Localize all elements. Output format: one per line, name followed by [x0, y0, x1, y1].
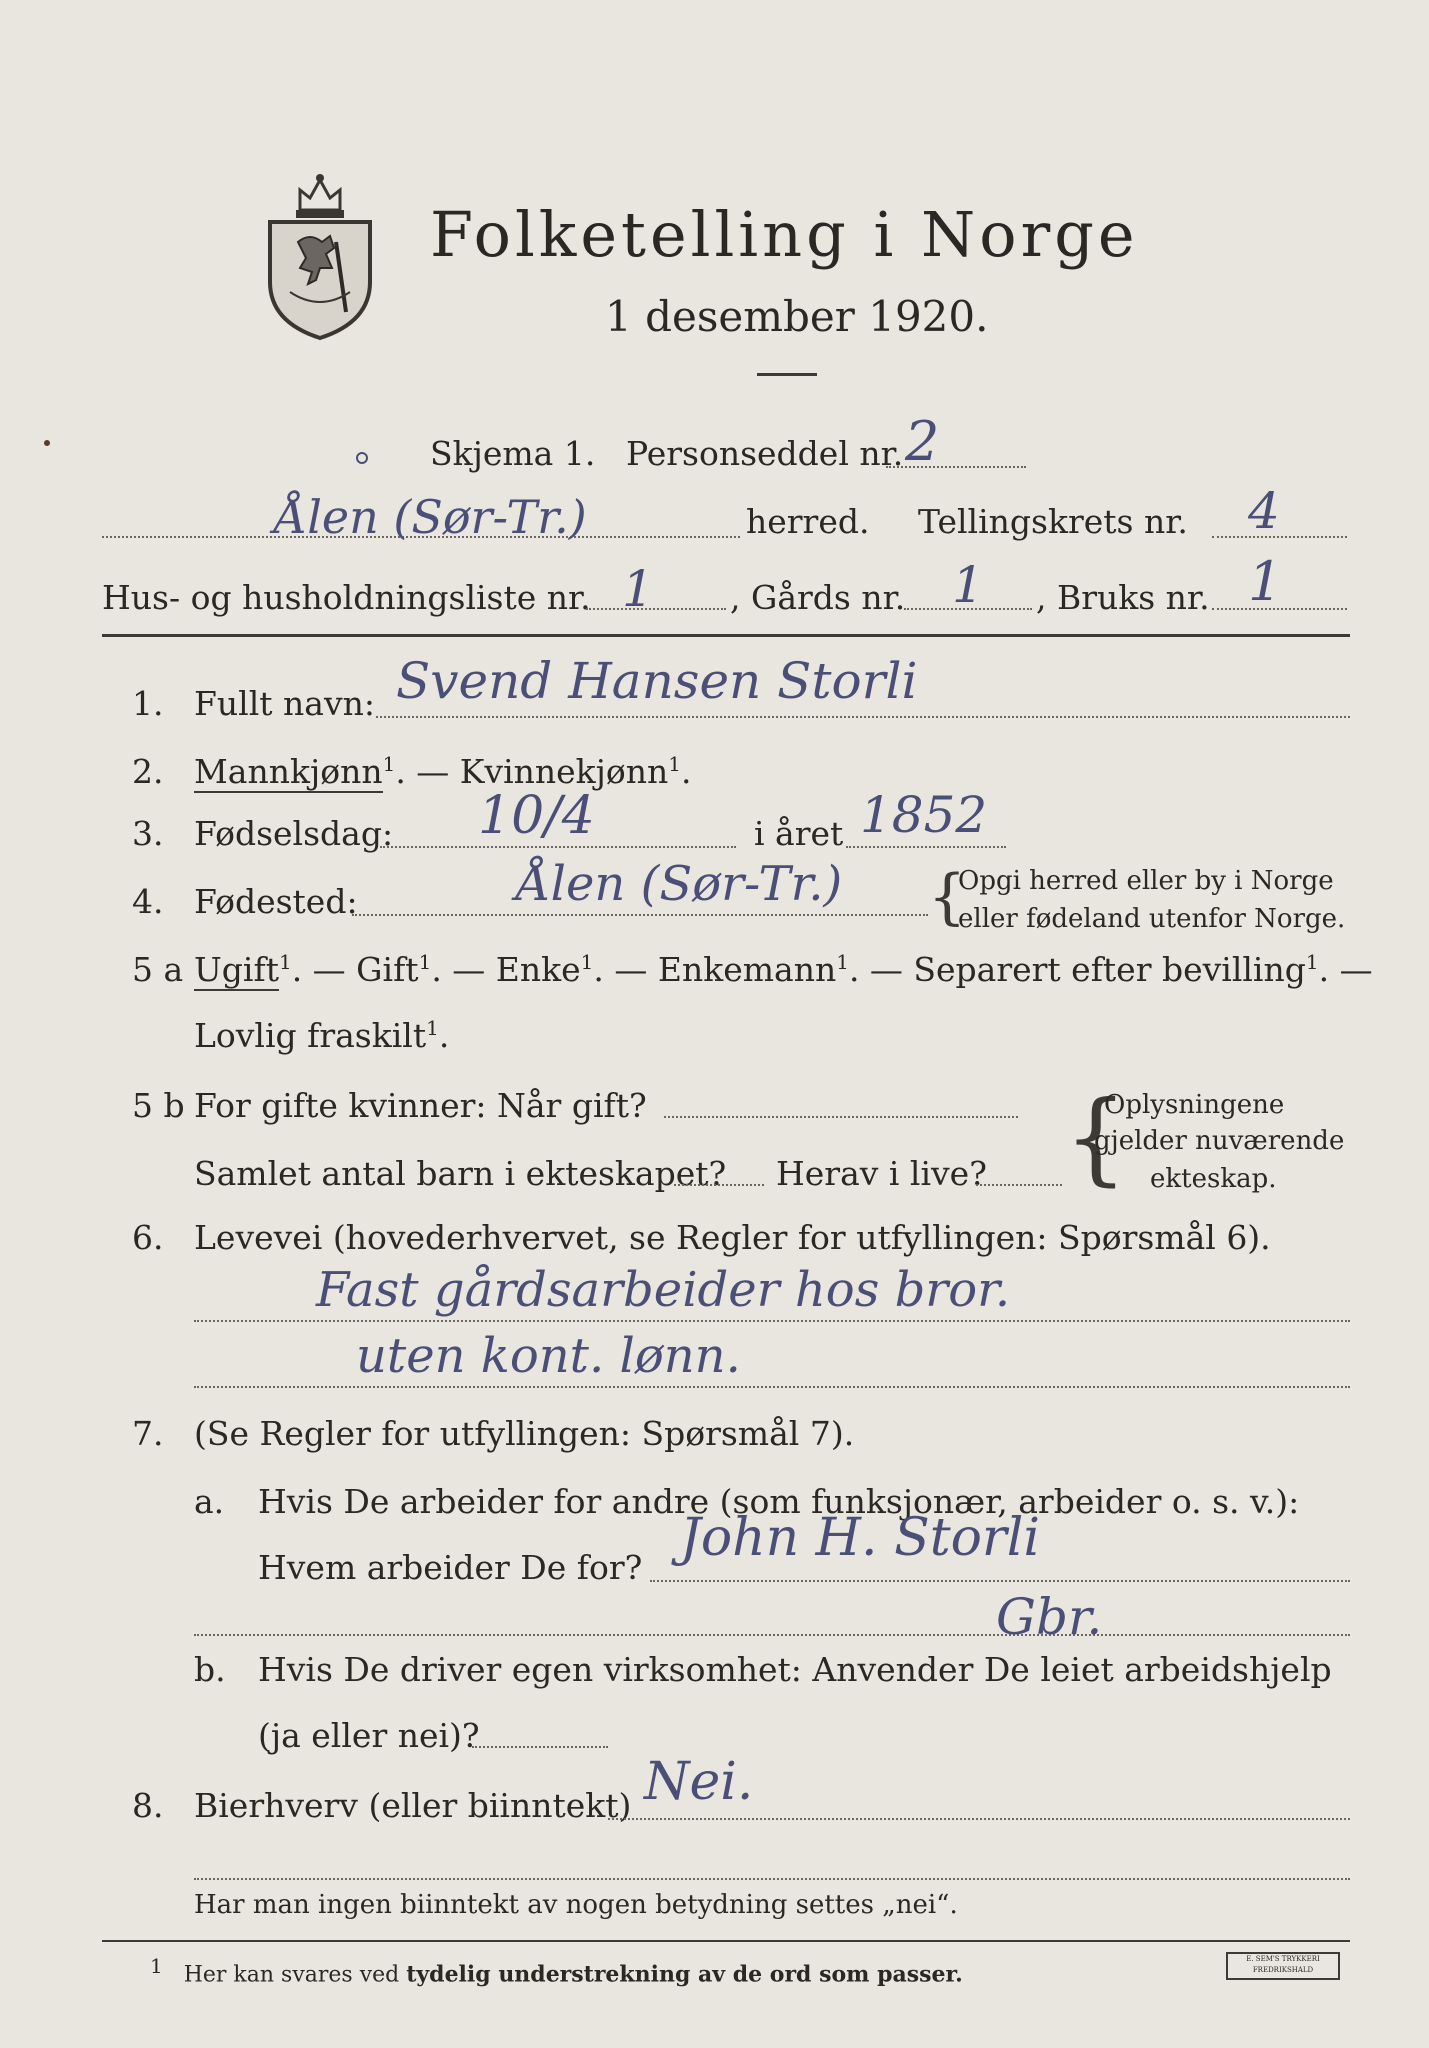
q7-label: (Se Regler for utfyllingen: Spørsmål 7).: [194, 1414, 855, 1453]
q4-brace: {: [928, 862, 967, 932]
q5a-ugift-option: Ugift: [194, 950, 279, 989]
q6-label: Levevei (hovederhvervet, se Regler for utfyllingen: Spørsmål 6).: [194, 1218, 1271, 1257]
q1-line: [376, 716, 1350, 718]
q3-year-line: [846, 846, 1006, 848]
q4-note-2: eller fødeland utenfor Norge.: [958, 904, 1346, 934]
q8-label: Bierhverv (eller biinntekt): [194, 1786, 632, 1825]
q4-number: 4.: [132, 882, 164, 921]
hus-line: [586, 608, 726, 610]
form-date: 1 desember 1920.: [605, 292, 989, 341]
q5b-label-3: Herav i live?: [776, 1154, 987, 1193]
q8-line-2: [194, 1878, 1350, 1880]
q5a-line-1: Ugift$^1$. — Gift$^1$. — Enke$^1$. — Enkemann$^1$. — Separert efter bevilling$^1$. —: [194, 950, 1373, 989]
q7a-question: Hvem arbeider De for?: [258, 1548, 643, 1587]
q1-label: Fullt navn:: [194, 684, 375, 723]
gards-label: , Gårds nr.: [730, 578, 906, 617]
q8-value: Nei.: [644, 1752, 754, 1812]
personseddel-label: Personseddel nr.: [626, 434, 904, 473]
form-title: Folketelling i Norge: [430, 198, 1139, 271]
q6-value-2: uten kont. lønn.: [356, 1328, 741, 1384]
q7a-line: [650, 1580, 1350, 1582]
q1-value: Svend Hansen Storli: [396, 652, 918, 710]
tellingskrets-label: Tellingskrets nr.: [918, 502, 1188, 541]
q7a-number: a.: [194, 1482, 225, 1521]
q7b-text: Hvis De driver egen virksomhet: Anvender De leiet arbeidshjelp: [258, 1650, 1332, 1689]
pencil-mark: [356, 452, 368, 464]
footnote: $^1$ Her kan svares ved tydelig understrekning av de ord som passer.: [150, 1954, 963, 1988]
q7b-line: [472, 1746, 608, 1748]
hus-label: Hus- og husholdningsliste nr.: [102, 578, 591, 617]
q5b-brace: {: [1064, 1079, 1128, 1196]
q3-label: Fødselsdag:: [194, 814, 394, 853]
q5b-label-1: For gifte kvinner: Når gift?: [194, 1086, 647, 1125]
tellingskrets-value: 4: [1248, 482, 1280, 540]
q6-line-1: [194, 1320, 1350, 1322]
q3-year-label: i året: [754, 814, 844, 853]
herred-value: Ålen (Sør-Tr.): [274, 490, 587, 544]
footer-divider: [102, 1940, 1350, 1942]
section-divider: [102, 634, 1350, 637]
q5b-note-3: ekteskap.: [1150, 1164, 1277, 1194]
q4-label: Fødested:: [194, 882, 358, 921]
q6-number: 6.: [132, 1218, 164, 1257]
q7b-question: (ja eller nei)?: [258, 1716, 480, 1755]
q4-value: Ålen (Sør-Tr.): [516, 856, 843, 912]
hus-value: 1: [622, 560, 654, 618]
q5b-note-2: gjelder nuværende: [1094, 1126, 1345, 1156]
q5b-note-1: Oplysningene: [1104, 1090, 1285, 1120]
q2-text: Mannkjønn$^1$. — Kvinnekjønn$^1$.: [194, 752, 692, 791]
q7-number: 7.: [132, 1414, 164, 1453]
bruks-label: , Bruks nr.: [1036, 578, 1210, 617]
ink-spot: [44, 440, 50, 446]
q5b-alive-line: [976, 1184, 1062, 1186]
norwegian-coat-of-arms-icon: [260, 172, 380, 342]
q5b-children-line: [674, 1184, 764, 1186]
footer-note: Har man ingen biinntekt av nogen betydning settes „nei“.: [194, 1890, 958, 1920]
q5a-number: 5 a: [132, 950, 184, 989]
q8-number: 8.: [132, 1786, 164, 1825]
q7a-value-2: Gbr.: [996, 1588, 1103, 1646]
q5a-line-2: Lovlig fraskilt$^1$.: [194, 1016, 450, 1055]
herred-label: herred.: [746, 502, 870, 541]
q4-note-1: Opgi herred eller by i Norge: [958, 866, 1334, 896]
q6-line-2: [194, 1386, 1350, 1388]
q7a-text: Hvis De arbeider for andre (som funksjonær, arbeider o. s. v.):: [258, 1482, 1300, 1521]
bruks-value: 1: [1248, 550, 1283, 613]
q3-year-value: 1852: [860, 786, 988, 844]
gards-value: 1: [952, 556, 984, 614]
q6-value-1: Fast gårdsarbeider hos bror.: [316, 1262, 1011, 1318]
q3-number: 3.: [132, 814, 164, 853]
q4-line: [352, 914, 928, 916]
q1-number: 1.: [132, 684, 164, 723]
title-divider: [757, 373, 817, 376]
q2-number: 2.: [132, 752, 164, 791]
q7b-number: b.: [194, 1650, 226, 1689]
q3-date-line: [380, 846, 736, 848]
q3-date-value: 10/4: [478, 786, 595, 846]
skjema-label: Skjema 1.: [430, 434, 596, 473]
personseddel-value: 2: [905, 410, 940, 473]
printer-mark: E. SEM'S TRYKKERI FREDRIKSHALD: [1226, 1952, 1340, 1980]
q5b-number: 5 b: [132, 1086, 185, 1125]
q2-male-option: Mannkjønn: [194, 752, 383, 791]
q5b-married-line: [664, 1116, 1018, 1118]
q7a-value: John H. Storli: [680, 1508, 1041, 1568]
q5b-label-2: Samlet antal barn i ekteskapet?: [194, 1154, 727, 1193]
q7a-line-2: [194, 1634, 1350, 1636]
q8-line: [608, 1818, 1350, 1820]
